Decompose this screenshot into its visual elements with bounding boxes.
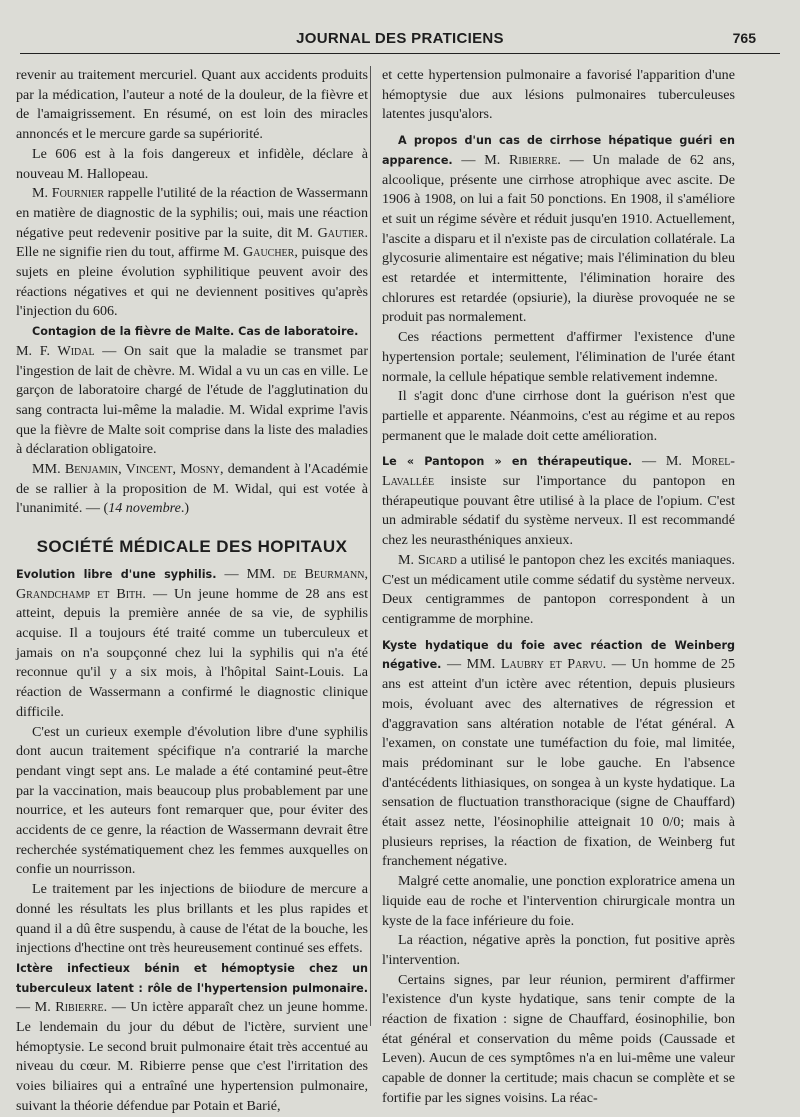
section-title: SOCIÉTÉ MÉDICALE DES HOPITAUX	[36, 537, 348, 557]
paragraph: MM. Benjamin, Vincent, Mosny, demandent à l'Académie de se rallier à la proposition de M. Widal, qui est votée à l'unanimité. — (14 novembre.)	[16, 461, 368, 517]
article-paragraph: A propos d'un cas de cirrhose hépatique guéri en apparence. — M. Ribierre. — Un malade de 62 ans, alcoolique, présente une cirrhose atrophique avec ascite. De 1906 à 1908, on lui a fait 50 ponctions. En 1908, il s'améliore et suit un régime sévère et réduit jusqu'en 1910. Actuellement, l'ascite a disparu et il n'existe pas de circulation collatérale. La glycosurie alimentaire est négative; mais l'élimination du bleu est retardée et intermittente, l'élimination horaire des chlorures est retardée (opsiurie), la diurèse provoquée ne se produit pas normalement.	[382, 134, 736, 326]
paragraph: C'est un curieux exemple d'évolution libre d'une syphilis dont aucun traitement spécifique n'a contrarié la marche pendant vingt sept ans. Le malade a été contaminé peut-être par la vaccination, mais beaucoup plus probablement par une nourrice, et les auteurs font remarquer que, pour éviter des accidents de ce genre, la réaction de Wassermann devrait être recherchée systématiquement chez les femmes auxquelles on confie un nourrisson.	[16, 723, 368, 878]
article-title: A propos d'un cas de cirrhose hépatique guéri en apparence.	[382, 134, 735, 167]
paragraph: Le traitement par les injections de biiodure de mercure a donné les résultats les plus brillants et les plus rapides et quand il a dû être suspendu, à cause de l'état de la bouche, les injections d'hectine ont très heureusement continué ses effets.	[16, 881, 368, 957]
author-name: Gautier	[317, 224, 365, 241]
author-names: — MM. Laubry et Parvu.	[441, 656, 607, 673]
right-column	[382, 66, 735, 1109]
author-name: M. F. Widal	[16, 342, 95, 359]
paragraph: Malgré cette anomalie, une ponction exploratrice amena un liquide eau de roche et l'intervention chirurgicale montra un kyste de la face inférieure du foie.	[382, 873, 735, 929]
paragraph: M. Sicard a utilisé le pantopon chez les excités maniaques. C'est un médicament utile comme sédatif du système nerveux. Deux centigrammes de pantopon correspondent à un centigramme de morphine.	[382, 551, 735, 627]
article-paragraph: Ictère infectieux bénin et hémoptysie chez un tuberculeux latent : rôle de l'hypertension pulmonaire. — M. Ribierre. — Un ictère apparaît chez un jeune homme. Le lendemain du jour du début de l'ictère, survient une hémoptysie. Le second bruit pulmonaire était très accentué au niveau du cœur. M. Ribierre pense que c'est l'irritation des voies biliaires qui a entraîné une hypertension pulmonaire, suivant la théorie défendue par Potain et Barié,	[16, 961, 368, 1114]
paragraph: Certains signes, par leur réunion, permirent d'affirmer l'existence d'un kyste hydatique, sans tenir compte de la réaction de fixation : signe de Chauffard, éosinophilie, bon état général et conservation du même poids (Caussade et Leven). Aucun de ces symptômes n'a en lui-même une valeur capable de donner la certitude; mais chacun se complète et se fortifie par les signes voisins. La réac-	[382, 971, 735, 1106]
page-number: 765	[732, 30, 756, 46]
article-paragraph: Contagion de la fièvre de Malte. Cas de laboratoire. M. F. Widal — On sait que la maladie se transmet par l'ingestion de lait de chèvre. M. Widal a vu un cas en ville. Le garçon de laboratoire chargé de l'étude de l'agglutination du sang contracta lui-même la maladie. M. Widal exprime l'avis que la fièvre de Malte soit comprise dans la liste des maladies à déclaration obligatoire.	[16, 325, 369, 458]
article-title: Ictère infectieux bénin et hémoptysie chez un tuberculeux latent : rôle de l'hypertension pulmonaire.	[16, 961, 368, 995]
date: 14 novembre	[108, 500, 181, 517]
article-paragraph: Kyste hydatique du foie avec réaction de Weinberg négative. — MM. Laubry et Parvu. — Un homme de 25 ans est atteint d'un ictère avec rétention, depuis plusieurs mois, évoluant avec des alternatives de régression et d'aggravation sans altération notable de l'état général. A l'examen, on constate une tuméfaction du foie, mal limitée, mais prédominant sur le lobe gauche. En l'absence d'antécédents lithiasiques, on songea à un kyste hydatique. La sensation de fluctuation transthoracique (signe de Chauffard) était assez nette, l'éosinophilie atteignait 10 0/0; mais à plusieurs reprises, la réaction de fixation, de Weinberg fut franchement négative.	[382, 638, 735, 870]
paragraph: Ces réactions permettent d'affirmer l'existence d'une hypertension portale; seulement, l'élimination de l'urée étant normale, la cellule hépatique semble relativement indemne.	[382, 329, 735, 385]
author-name: — M. Ribierre.	[452, 151, 561, 168]
author-name: Sicard	[417, 551, 457, 568]
article-title: Kyste hydatique du foie avec réaction de Weinberg négative.	[382, 638, 735, 672]
author-name: — M. Morel-Lavallée	[382, 453, 735, 490]
paragraph: revenir au traitement mercuriel. Quant aux accidents produits par la médication, l'auteur a noté de la douleur, de la fièvre et de l'amaigrissement. En résumé, on est loin des miracles annoncés et le mercure garde sa supériorité.	[16, 67, 368, 143]
running-title: JOURNAL DES PRATICIENS	[296, 30, 504, 47]
paragraph: La réaction, négative après la ponction, fut positive après l'intervention.	[382, 932, 735, 968]
paragraph: Le 606 est à la fois dangereux et infidèle, déclare à nouveau M. Hallopeau.	[16, 145, 368, 182]
paragraph: et cette hypertension pulmonaire a favorisé l'apparition d'une hémoptysie due aux lésions pulmonaires tuberculeuses latentes jusqu'alors.	[382, 67, 735, 123]
article-title: Contagion de la fièvre de Malte. Cas de laboratoire.	[32, 325, 359, 339]
left-column	[16, 66, 368, 1117]
author-name: M. Fournier	[32, 185, 105, 202]
article-title: Evolution libre d'une syphilis.	[16, 567, 217, 581]
page-header	[0, 24, 800, 54]
column-divider	[370, 66, 371, 1026]
article-paragraph: Evolution libre d'une syphilis. — MM. de Beurmann, Grandchamp et Bith. — Un jeune homme de 28 ans est atteint, depuis la première année de sa vie, de syphilis acquise. Il a toujours été traité comme un tuberculeux et jamais on n'a soupçonné chez lui la syphilis qui n'a été reconnue qu'il y a six mois, à l'hôpital Saint-Louis. La réaction de Wassermann a confirmé le diagnostic clinique difficile.	[16, 565, 368, 720]
article-paragraph: Le « Pantopon » en thérapeutique. — M. Morel-Lavallée insiste sur l'importance du pantopon en thérapeutique pouvant être utilisé à la place de l'opium. C'est un admirable sédatif du système nerveux. Il est recommandé chez les neurasthéniques anxieux.	[382, 453, 735, 549]
author-name: Gaucher	[243, 244, 295, 261]
author-name: Benjamin, Vincent, Mosny	[64, 461, 221, 478]
article-title: Le « Pantopon » en thérapeutique.	[382, 455, 633, 469]
author-name: — M. Ribierre.	[16, 999, 108, 1016]
header-rule	[20, 53, 780, 54]
paragraph: Il s'agit donc d'une cirrhose dont la guérison n'est que partielle et apparente. Néanmoins, c'est au régime et au repos permanent que le malade doit cette amélioration.	[382, 388, 735, 444]
author-names: — MM. de Beurmann, Grandchamp et Bith.	[16, 565, 368, 602]
paragraph: M. Fournier rappelle l'utilité de la réaction de Wassermann en matière de diagnostic de la syphilis; oui, mais une réaction négative peut redevenir positive par la suite, dit M. Gautier. Elle ne signifie rien du tout, affirme M. Gaucher, puisque des sujets en pleine évolution syphilitique peuvent avoir des réactions négatives et qui ne deviennent positives qu'après l'injection du 606.	[16, 185, 369, 320]
